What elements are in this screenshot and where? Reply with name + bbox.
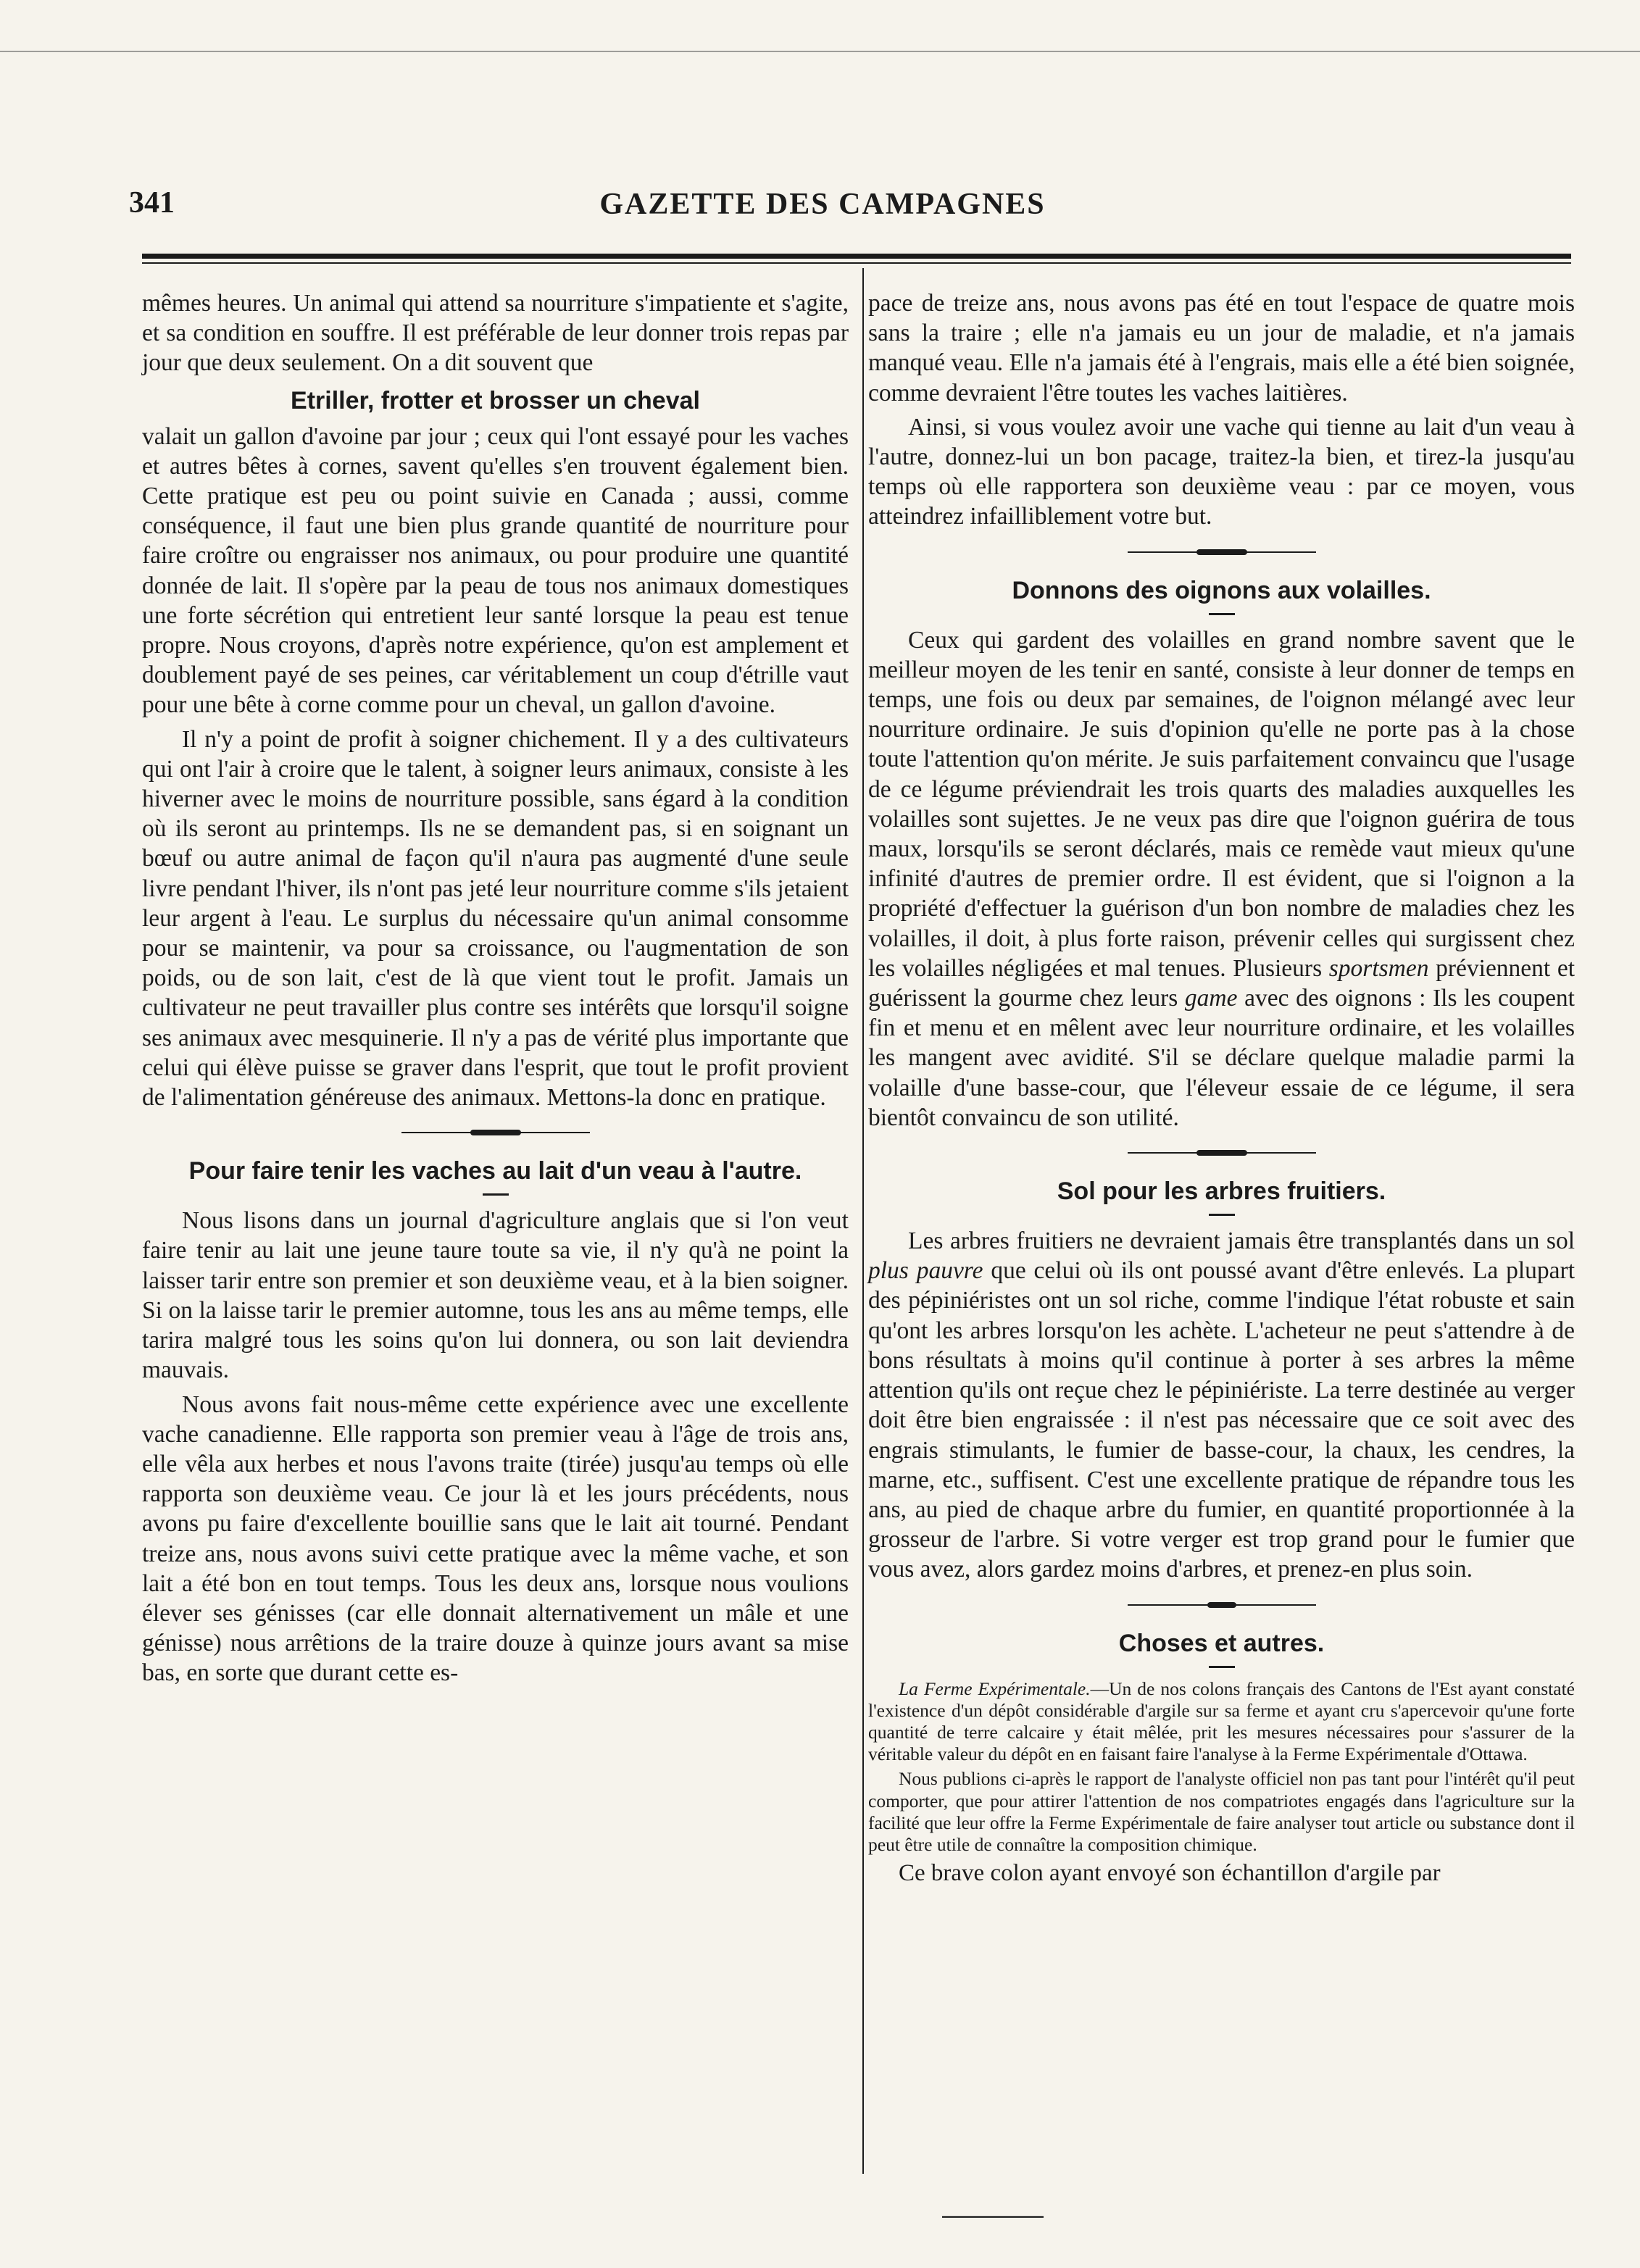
italic-term: sportsmen bbox=[1328, 954, 1429, 982]
title-dash bbox=[1209, 1666, 1235, 1668]
article-paragraph: Ainsi, si vous voulez avoir une vache qui tienne au lait d'un veau à l'autre, donnez-lui un bon pacage, traitez-la bien, et tirez-la jusqu'au temps où elle rapportera son deuxième veau : par ce moyen, vous atteindrez infailliblement votre but. bbox=[868, 413, 1575, 530]
text-run: que celui où ils ont poussé avant d'être enlevés. La plupart des pépiniéristes ont un sol riche, comme l'indique l'état robuste et sain qu'ont les arbres lorsqu'on les achète. L'acheteur ne peut s'attendre à de bons résultats à moins qu'il continue à porter à ses arbres la même attention qu'ils ont reçue chez le pépiniériste. La terre destinée au verger doit être bien engraissée : il n'est pas nécessaire que ce soit avec des engrais stimulants, le fumier de basse-cour, la chaux, les cendres, la marne, etc., suffisent. C'est une excellente pratique de répandre tous les ans, au pied de chaque arbre du fumier, en quantité proportionnée à la grosseur de l'arbre. Si votre verger est trop grand pour le fumier que vous avez, alors gardez moins d'arbres, et prenez-en plus soin. bbox=[868, 1257, 1576, 1583]
article-paragraph: pace de treize ans, nous avons pas été en tout l'espace de quatre mois sans la traire ; elle n'a jamais eu un jour de maladie, et n'a jamais manqué veau. Elle n'a jamais été à l'engrais, mais elle a été bien soignée, comme devraient l'être toutes les vaches laitières. bbox=[868, 290, 1575, 407]
italic-term: game bbox=[1184, 985, 1238, 1012]
left-column bbox=[142, 288, 849, 1693]
text-run: Ceux qui gardent des volailles en grand nombre savent que le meilleur moyen de les tenir en santé, consiste à leur donner de temps en temps, une fois ou deux par semaines, de l'oignon mélangé avec leur nourriture ordinaire. Je suis d'opinion qu'elle ne porte pas à la chose toute l'attention qu'on mérite. Je suis parfaitement convaincu que l'usage de ce légume préviendrait les trois quarts des maladies auxquelles les volailles sont sujettes. Je ne veux pas dire que l'oignon guérira de tous maux, lorsqu'ils se seront déclarés, mais ce remède vaut mieux qu'une infinité d'autres de premier ordre. Il est évident, que si l'oignon a la propriété d'effectuer la guérison d'un bon nombre de maladies chez les volailles, il doit, à plus forte raison, prévenir celles qui surgissent chez les volailles négligées et mal tenues. Plusieurs bbox=[868, 626, 1575, 982]
column-divider bbox=[862, 268, 864, 2174]
article-paragraph: Nous lisons dans un journal d'agriculture anglais que si l'on veut faire tenir au lait une jeune taure toute sa vie, il n'y qu'à ne point la laisser tarir entre son premier et son deuxième veau, et à la bien soigner. Si on la laisse tarir le premier automne, tous les ans au même temps, elle tarira malgré tous les soins qu'on lui donnera, ou son lait deviendra mauvais. bbox=[142, 1207, 849, 1384]
section-separator bbox=[1128, 548, 1316, 556]
text-run: —Un de nos colons français des Cantons de l'Est ayant constaté l'existence d'un dépôt considérable d'argile sur sa ferme et ayant cru s'apercevoir qu'une forte quantité de terre calcaire y était mêlée, prit les mesures nécessaires pour s'assurer de la véritable valeur du dépôt en en faisant faire l'analyse à la Ferme Expérimentale d'Ottawa. bbox=[868, 1677, 1575, 1765]
article-title-vaches: Pour faire tenir les vaches au lait d'un veau à l'autre. bbox=[188, 1157, 802, 1185]
article-title-oignons: Donnons des oignons aux volailles. bbox=[1012, 576, 1431, 604]
section-separator bbox=[401, 1128, 590, 1137]
inline-heading-etriller: Etriller, frotter et brosser un cheval bbox=[291, 386, 700, 414]
italic-term: plus pauvre bbox=[868, 1257, 983, 1285]
article-paragraph: Nous publions ci-après le rapport de l'analyste officiel non pas tant pour l'intérêt qu'il peut comporter, que pour attirer l'attention de nos compatriotes engagés dans l'agriculture sur la facilité que leur offre la Ferme Expérimentale de faire analyser tout article ou substance dont il peut être utile de connaître la composition chimique. bbox=[868, 1768, 1575, 1855]
header-rule-thin bbox=[142, 262, 1571, 264]
italic-term: La Ferme Expérimentale. bbox=[899, 1677, 1091, 1699]
title-dash bbox=[1209, 1214, 1235, 1216]
small-print-section bbox=[868, 1678, 1575, 1888]
title-dash bbox=[483, 1193, 509, 1196]
page-number: 341 bbox=[129, 186, 175, 220]
article-paragraph bbox=[868, 1226, 1575, 1584]
footer-dash bbox=[942, 2216, 1044, 2218]
article-title-choses: Choses et autres. bbox=[1118, 1629, 1325, 1657]
section-separator bbox=[1128, 1601, 1316, 1609]
article-paragraph bbox=[868, 625, 1575, 1133]
article-paragraph: Il n'y a point de profit à soigner chichement. Il y a des cultivateurs qui ont l'air à croire que le talent, à soigner leurs animaux, consiste à les hiverner avec le moins de nourriture possible, sans égard à la condition où ils seront au printemps. Ils ne se demandent pas, si en soignant un bœuf ou autre animal de façon qu'il n'aura pas augmenté d'une seule livre pendant l'hiver, ils n'ont pas jeté leur nourriture comme s'ils jetaient leur argent à l'eau. Le surplus du nécessaire qu'un animal consomme pour se maintenir, va pour sa croissance, ou l'augmentation de son poids, ou de son lait, c'est de là que vient tout le profit. Jamais un cultivateur ne peut travailler plus contre ses intérêts que lorsqu'il soigne ses animaux avec mesquinerie. Il n'y a pas de vérité plus importante que celui qui élève puisse se graver dans l'esprit, que tout le profit provient de l'alimentation généreuse des animaux. Mettons-la donc en pratique. bbox=[142, 725, 849, 1112]
article-paragraph: valait un gallon d'avoine par jour ; ceux qui l'ont essayé pour les vaches et autres bêtes à cornes, savent qu'elles s'en trouvent également bien. Cette pratique est peu ou point suivie en Canada ; aussi, comme conséquence, il faut une bien plus grande quantité de nourriture pour faire croître ou engraisser nos animaux, ou pour produire une quantité donnée de lait. Il s'opère par la peau de tous nos animaux domestiques une forte sécrétion qui entretient leur santé lorsque la peau est tenue propre. Nous croyons, d'après notre expérience, qu'on est amplement et doublement payé de ses peines, car véritablement un coup d'étrille vaut pour une bête à corne comme pour un cheval, un gallon d'avoine. bbox=[142, 422, 849, 719]
right-column bbox=[868, 288, 1575, 1890]
text-run: avec des oignons : Ils les coupent fin et menu et en mêlent avec leur nourriture ordinaire, et les volailles les mangent avec avidité. S'il se déclare quelque maladie parmi la volaille d'une basse-cour, que l'éleveur essaie de ce légume, il sera bientôt convaincu de son utilité. bbox=[868, 985, 1575, 1131]
article-paragraph bbox=[868, 1678, 1575, 1766]
article-paragraph: Nous avons fait nous-même cette expérience avec une excellente vache canadienne. Elle rapporta son premier veau à l'âge de trois ans, elle vêla aux herbes et nous l'avons traite (tirée) jusqu'au temps où elle rapporta son deuxième veau. Ce jour là et les jours précédents, nous avons pu faire d'excellente bouillie sans que le lait ait tourné. Pendant treize ans, nous avons suivi cette pratique avec la même vache, et son lait a été bon en tout temps. Tous les deux ans, lorsque nous voulions élever ses génisses (car elle donnait alternativement un mâle et une génisse) nous arrêtions de la traire douze à quinze jours avant sa mise bas, en sorte que durant cette es- bbox=[142, 1391, 849, 1687]
top-border-line bbox=[0, 51, 1640, 52]
header-rule-thick bbox=[142, 254, 1571, 259]
article-paragraph: Ce brave colon ayant envoyé son échantillon d'argile par bbox=[899, 1860, 1441, 1887]
text-run: Les arbres fruitiers ne devraient jamais être transplantés dans un sol bbox=[908, 1227, 1575, 1255]
text-run: préviennent et guérissent la gourme chez leurs bbox=[868, 954, 1576, 1012]
running-title: GAZETTE DES CAMPAGNES bbox=[599, 188, 1046, 221]
article-title-sol: Sol pour les arbres fruitiers. bbox=[1057, 1177, 1386, 1206]
article-paragraph: mêmes heures. Un animal qui attend sa nourriture s'impatiente et s'agite, et sa condition en souffre. Il est préférable de leur donner trois repas par jour que deux seulement. On a dit souvent que bbox=[142, 290, 849, 377]
title-dash bbox=[1209, 613, 1235, 615]
section-separator bbox=[1128, 1148, 1316, 1157]
